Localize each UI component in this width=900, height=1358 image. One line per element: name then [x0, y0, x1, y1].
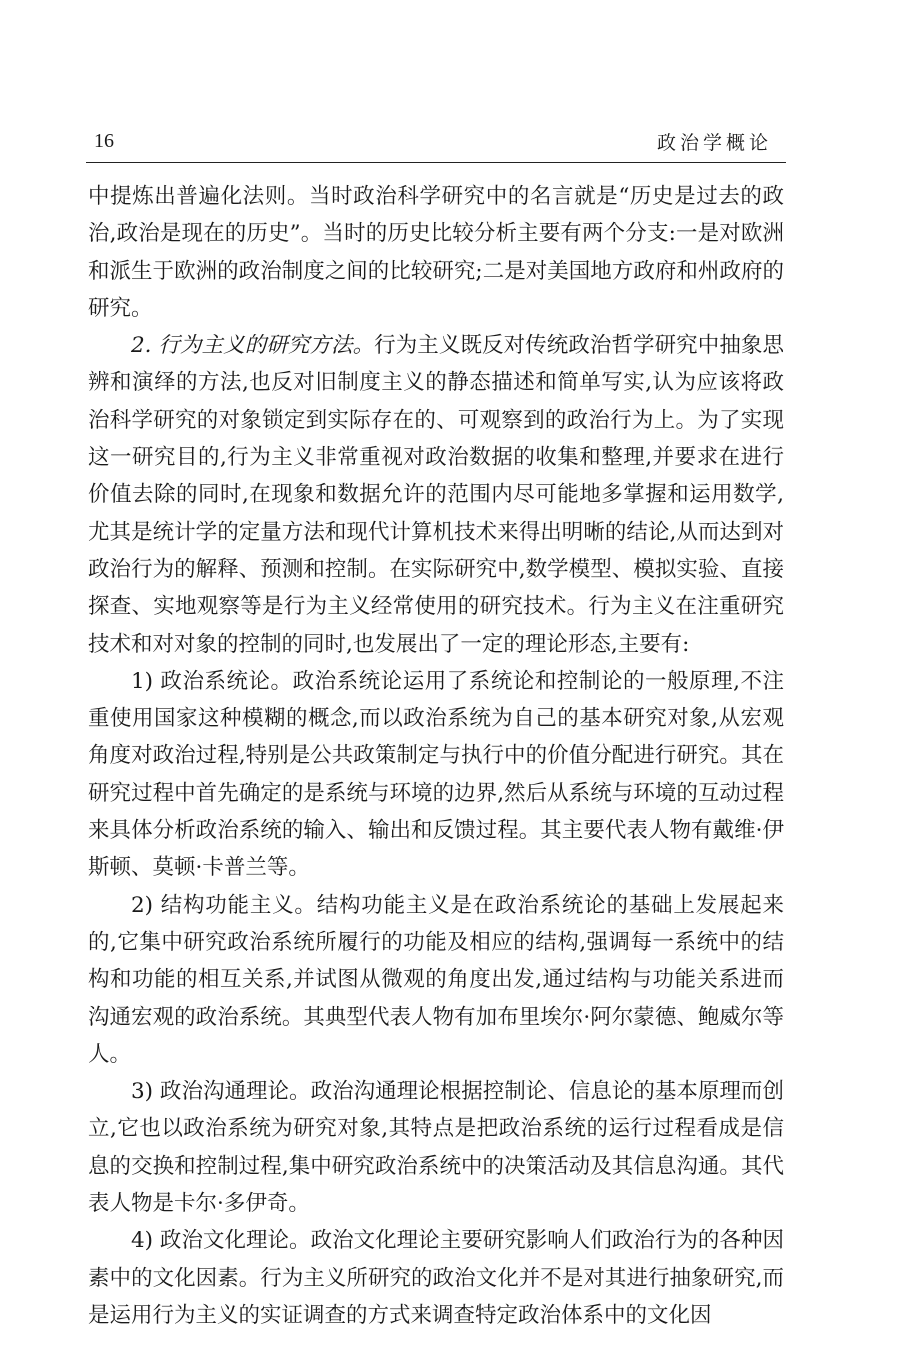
- paragraph-continued: [88, 178, 784, 327]
- paragraph-text: 中提炼出普遍化法则。当时政治科学研究中的名言就是“历史是过去的政治,政治是现在的历史”。当时的历史比较分析主要有两个分支:一是对欧洲和派生于欧洲的政治制度之间的比较研究;二是对美国地方政府和州政府的研究。: [88, 184, 784, 321]
- paragraph-political-communication-theory: [88, 1073, 784, 1222]
- page-number: 16: [94, 130, 114, 152]
- body-text: [88, 178, 784, 1334]
- paragraph-political-culture-theory: [88, 1222, 784, 1334]
- paragraph-text: 2) 结构功能主义。结构功能主义是在政治系统论的基础上发展起来的,它集中研究政治系统所履行的功能及相应的结构,强调每一系统中的结构和功能的相互关系,并试图从微观的角度出发,通过结构与功能关系进而沟通宏观的政治系统。其典型代表人物有加布里埃尔·阿尔蒙德、鲍威尔等人。: [88, 892, 784, 1067]
- paragraph-text: 1) 政治系统论。政治系统论运用了系统论和控制论的一般原理,不注重使用国家这种模糊的概念,而以政治系统为自己的基本研究对象,从宏观角度对政治过程,特别是公共政策制定与执行中的价值分配进行研究。其在研究过程中首先确定的是系统与环境的边界,然后从系统与环境的互动过程来具体分析政治系统的输入、输出和反馈过程。其主要代表人物有戴维·伊斯顿、莫顿·卡普兰等。: [88, 668, 784, 881]
- paragraph-structural-functionalism: [88, 887, 784, 1073]
- paragraph-text: 行为主义既反对传统政治哲学研究中抽象思辨和演绎的方法,也反对旧制度主义的静态描述和简单写实,认为应该将政治科学研究的对象锁定到实际存在的、可观察到的政治行为上。为了实现这一研究目的,行为主义非常重视对政治数据的收集和整理,并要求在进行价值去除的同时,在现象和数据允许的范围内尽可能地多掌握和运用数学,尤其是统计学的定量方法和现代计算机技术来得出明晰的结论,从而达到对政治行为的解释、预测和控制。在实际研究中,数学模型、模拟实验、直接探查、实地观察等是行为主义经常使用的研究技术。行为主义在注重研究技术和对对象的控制的同时,也发展出了一定的理论形态,主要有:: [88, 333, 784, 657]
- header-rule: [86, 162, 786, 163]
- paragraph-text: 3) 政治沟通理论。政治沟通理论根据控制论、信息论的基本原理而创立,它也以政治系统为研究对象,其特点是把政治系统的运行过程看成是信息的交换和控制过程,集中研究政治系统中的决策活动及其信息沟通。其代表人物是卡尔·多伊奇。: [88, 1079, 784, 1217]
- paragraph-text: 4) 政治文化理论。政治文化理论主要研究影响人们政治行为的各种因素中的文化因素。行为主义所研究的政治文化并不是对其进行抽象研究,而是运用行为主义的实证调查的方式来调查特定政治体系中的文化因: [88, 1228, 784, 1328]
- running-title: 政治学概论: [656, 132, 772, 154]
- section-heading: 2. 行为主义的研究方法。: [131, 333, 375, 359]
- page-header: [88, 126, 778, 162]
- paragraph-political-system-theory: [88, 663, 784, 887]
- paragraph-behaviorism: [88, 327, 784, 663]
